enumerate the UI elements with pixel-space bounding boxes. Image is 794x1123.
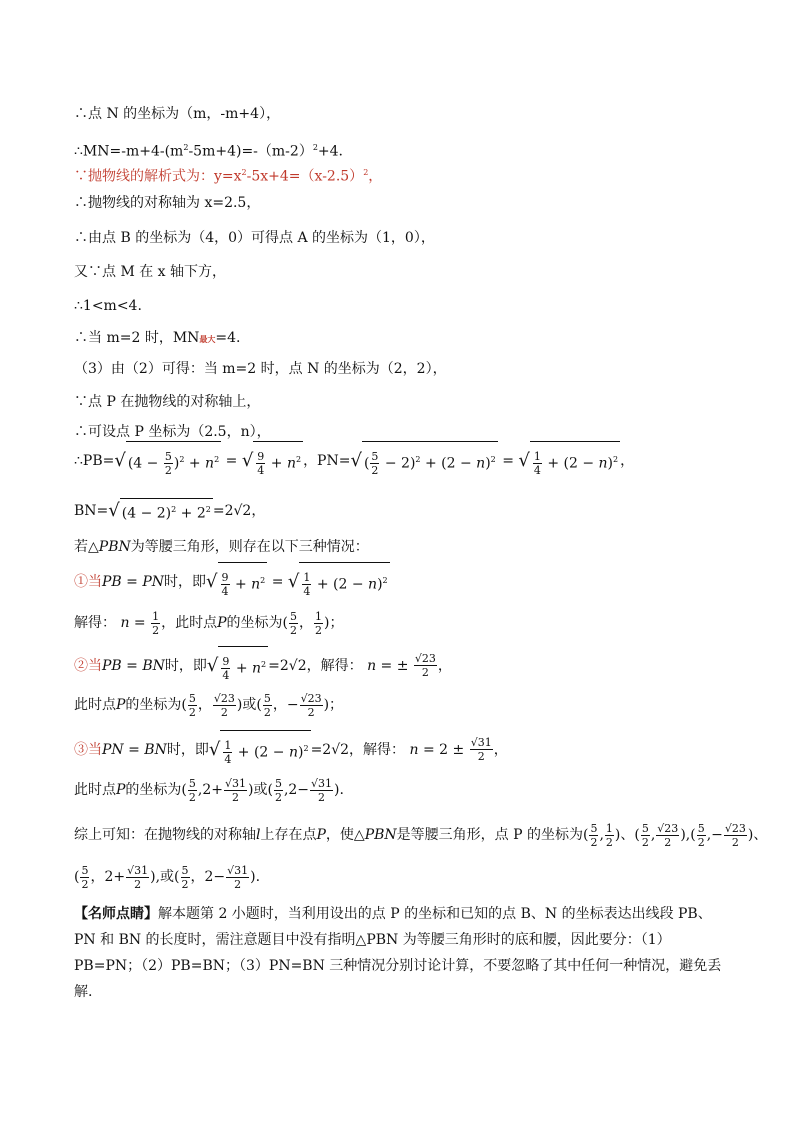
case-1-condition: ①当PB = PN时，即√ $\frac{9}{4}$ + $n^2$ = √ $\frac{1}{4}$ + $(2 - n)^2$	[74, 562, 390, 602]
line-n-coordinate: ∴点 N 的坐标为（m，-m+4），	[74, 106, 281, 122]
case-1-solution: 解得： n = $\frac{1}{2}$ ，此时点P的坐标为( $\frac{5}{2}$ ， $\frac{1}{2}$ )；	[74, 609, 344, 637]
line-set-p: ∴可设点 P 坐标为（2.5，n），	[74, 424, 271, 440]
line-isosceles-cases: 若△PBN为等腰三角形，则存在以下三种情况：	[74, 539, 369, 555]
case-3-condition: ③当PN = BN时，即√ $\frac{1}{4}$ + $(2 - n)^2 =2√2$，解得： n = 2 ± $\frac{√31}{2}$ ，	[74, 730, 508, 770]
case-3-solution: 此时点P的坐标为( $\frac{5}{2}$ ,2+ $\frac{√31}{2}$ )或( $\frac{5}{2}$ ,2− $\frac{√31}{2}$ ).	[74, 776, 344, 804]
line-axis-of-symmetry: ∴抛物线的对称轴为 x=2.5，	[74, 195, 261, 211]
teacher-tip-title: 【名师点睛】	[74, 906, 158, 922]
summary-line-1: 综上可知：在抛物线的对称轴l上存在点P，使△PBN是等腰三角形，点 P 的坐标为( $\frac{5}{2}$ , $\frac{1}{2}$ )、( $\frac{5}{2}$ , $\frac{√23}{2}$ ),( $\frac{5}{2}$ ,− $\frac{√23}{2}$ )、	[74, 821, 768, 849]
line-m-range: ∴1<m<4.	[74, 298, 142, 314]
pb-sqrt: √ (4 − $\frac{5}{2}$ )$^2 + n^2$	[114, 441, 221, 481]
line-mn-expression: $\therefore MN=-m+4-(m^2-5m+4)=-(m-2)^2+4$.	[74, 143, 344, 160]
line-point-a: ∴由点 B 的坐标为（4，0）可得点 A 的坐标为（1，0），	[74, 230, 435, 246]
line-bn-formula: BN=√ $(4 - 2)^2 + 2^2 =2√2$，	[74, 499, 266, 522]
teacher-tip	[74, 901, 724, 1005]
teacher-tip-body: 解本题第 2 小题时，当利用设出的点 P 的坐标和已知的点 B、N 的坐标表达出线段 PB、PN 和 BN 的长度时，需注意题目中没有指明△PBN 为等腰三角形时的底和腰，因此要分：（1）PB=PN；（2）PB=BN；（3）PN=BN 三种情况分别讨论计算，不要忽略了其中任何一种情况，避免丢解.	[74, 906, 722, 1000]
line-p-on-axis: ∵点 P 在抛物线的对称轴上，	[74, 394, 261, 410]
pn-sqrt: √ ( $\frac{5}{2}$ − $2)^2 + (2 - n)^2$	[350, 441, 497, 481]
summary-line-2: ( $\frac{5}{2}$ ，2+ $\frac{√31}{2}$ ),或( $\frac{5}{2}$ ，2− $\frac{√31}{2}$ ).	[74, 863, 261, 891]
line-m-below-axis: 又∵点 M 在 x 轴下方，	[74, 264, 227, 280]
line-parabola-expression: ∵抛物线的解析式为：$y=x^2-5x+4=(x-2.5)^2$，	[74, 168, 383, 185]
case-2-solution: 此时点P的坐标为( $\frac{5}{2}$ ， $\frac{√23}{2}$ )或( $\frac{5}{2}$ ，− $\frac{√23}{2}$ )；	[74, 691, 344, 719]
line-pb-pn-formulas: ∴PB=√ (4 − $\frac{5}{2}$ )$^2 + n^2$ = √ $\frac{9}{4}$ + $n^2$ ，PN=√ ( $\frac{5}{2}$ − $2)^2 + (2 - n)^2$ = √ $\frac{1}{4}$ + $(2 - n)^2$ ，	[74, 441, 634, 481]
line-mn-max: ∴当 m=2 时，MN最大=4.	[74, 330, 241, 346]
line-part3-n: （3）由（2）可得：当 m=2 时，点 N 的坐标为（2，2），	[74, 361, 447, 377]
case-2-condition: ②当PB = BN时，即√ $\frac{9}{4}$ + $n^2 =2√2$，解得： n = ± $\frac{√23}{2}$ ，	[74, 646, 452, 686]
